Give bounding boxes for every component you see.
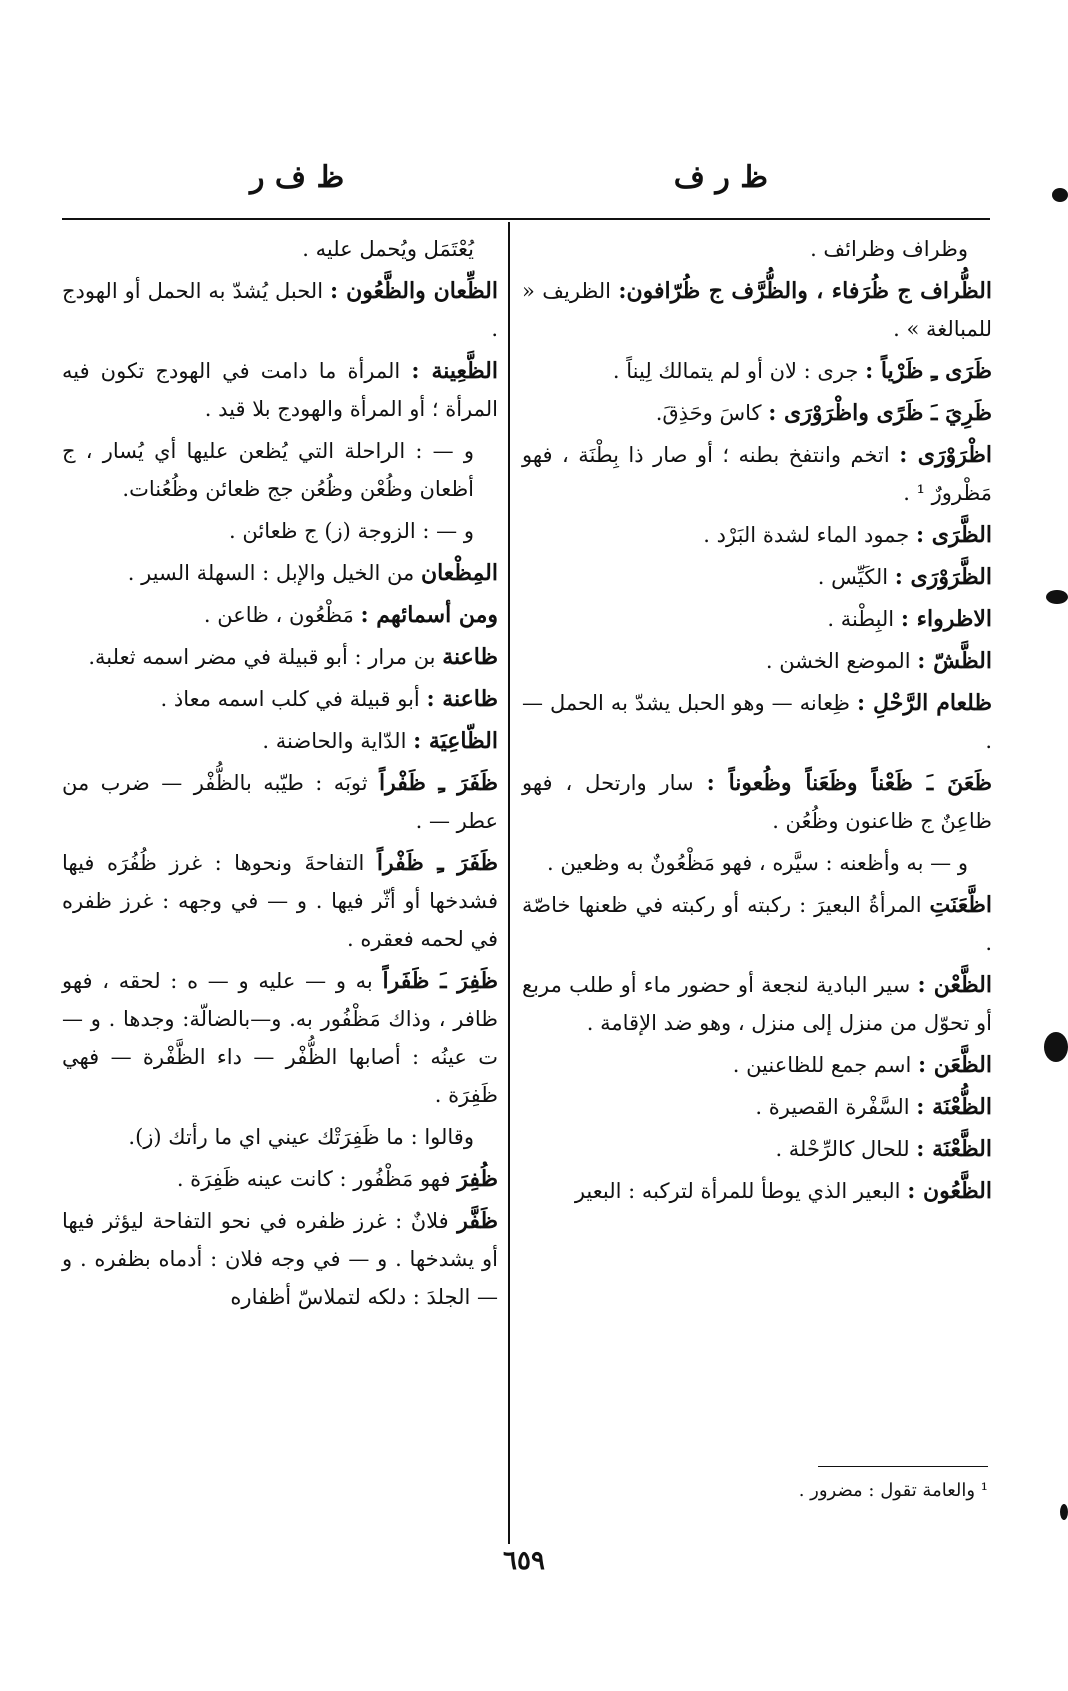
entry-definition: السَّفْرة القصيرة . bbox=[755, 1095, 910, 1119]
entry-headword: ظَفَرَ ـِ ظَفْراً bbox=[379, 770, 498, 796]
dictionary-entry bbox=[522, 684, 992, 760]
dictionary-entry bbox=[522, 1088, 992, 1126]
entry-headword: الظَّعِينة : bbox=[411, 358, 498, 384]
entry-definition: وقالوا : ما ظَفِرَتْك عيني اي ما رأتك (ز). bbox=[128, 1125, 474, 1149]
dictionary-entry bbox=[62, 596, 498, 634]
entry-headword: ظاعنة : bbox=[426, 686, 498, 712]
entry-definition: يُعْتَمَل ويُحمل عليه . bbox=[302, 237, 474, 261]
dictionary-entry bbox=[522, 844, 992, 882]
entry-definition: التفاحةَ ونحوها : غرز ظُفُرَه فيها فشدخها أو أثّر فيها . و — في وجهه : غرز ظفره في لحمه فعقره . bbox=[62, 851, 498, 951]
dictionary-entry bbox=[522, 230, 992, 268]
dictionary-entry bbox=[522, 1130, 992, 1168]
page-number: ٦٥٩ bbox=[503, 1546, 545, 1576]
entry-headword: الظَّعُون : bbox=[907, 1178, 992, 1204]
entry-headword: ظَرَى ـِ ظَرْياً : bbox=[865, 358, 992, 384]
dictionary-entry bbox=[62, 680, 498, 718]
entry-definition: بن مرار : أبو قبيلة في مضر اسمه ثعلبة. bbox=[88, 645, 436, 669]
entry-definition: سير البادية لنجعة أو حضور ماء أو طلب مربع أو تحوّل من منزل إلى منزل ، وهو ضد الإقامة . bbox=[522, 973, 992, 1035]
left-column bbox=[62, 230, 498, 1320]
entry-headword: الظَّرَوْرَى : bbox=[894, 564, 992, 590]
entry-headword: الظُّراف ج ظُرَفاء ، والظُّرَّف ج ظُرّافون: bbox=[618, 278, 992, 304]
entry-headword: ظَفَرَ ـِ ظَفْراً bbox=[376, 850, 498, 876]
entry-definition: الموضع الخشن . bbox=[765, 649, 911, 673]
entry-headword: ظَفِرَ ـَ ظَفَراً bbox=[382, 968, 498, 994]
entry-headword: الظَّرَى : bbox=[915, 522, 992, 548]
entry-definition: وظراف وظرائف . bbox=[810, 237, 968, 261]
dictionary-entry bbox=[62, 1118, 498, 1156]
dictionary-entry bbox=[522, 764, 992, 840]
dictionary-entry bbox=[522, 558, 992, 596]
footnote-rule bbox=[818, 1466, 988, 1467]
entry-definition: اسم جمع للظاعنين . bbox=[732, 1053, 912, 1077]
dictionary-entry bbox=[522, 642, 992, 680]
dictionary-entry bbox=[522, 966, 992, 1042]
margin-ink-mark bbox=[1052, 188, 1068, 202]
entry-definition: الدّاية والحاضنة . bbox=[262, 729, 407, 753]
entry-headword: اظْرَوْرَى : bbox=[899, 442, 992, 468]
entry-definition: فهو مَظْفُور : كانت عينه ظَفِرَة . bbox=[176, 1167, 451, 1191]
dictionary-entry bbox=[522, 1046, 992, 1084]
entry-definition: الكَيِّس . bbox=[817, 565, 889, 589]
dictionary-entry bbox=[522, 352, 992, 390]
dictionary-entry bbox=[62, 764, 498, 840]
right-column bbox=[522, 230, 992, 1214]
entry-definition: مَظْعُون ، ظاعن . bbox=[203, 603, 354, 627]
entry-definition: الظريف « للمبالغة » . bbox=[522, 279, 992, 341]
dictionary-entry bbox=[62, 272, 498, 348]
header-root-right: ظ ر ف bbox=[673, 160, 768, 195]
margin-ink-mark bbox=[1044, 1032, 1068, 1062]
dictionary-entry bbox=[522, 394, 992, 432]
entry-definition: جرى : لان أو لم يتمالك لِيناً . bbox=[612, 359, 859, 383]
entry-definition: جمود الماء لشدة البَرْد . bbox=[703, 523, 910, 547]
entry-headword: الظّاعِيَة : bbox=[413, 728, 498, 754]
entry-headword: المِظْعان bbox=[420, 560, 498, 586]
entry-headword: الاظرواء : bbox=[900, 606, 992, 632]
dictionary-entry bbox=[62, 352, 498, 428]
dictionary-entry bbox=[522, 886, 992, 962]
dictionary-entry bbox=[62, 962, 498, 1114]
margin-ink-mark bbox=[1060, 1504, 1068, 1520]
entry-definition: ظِعانه — وهو الحبل يشدّ به الحمل — . bbox=[522, 691, 992, 753]
dictionary-entry bbox=[62, 1202, 498, 1316]
entry-definition: فلانٌ : غرز ظفره في نحو التفاحة ليؤثر فيها أو يشدخها . و — في وجه فلان : أدماه بظفره . و — الجلدَ : دلكه لتملاسّ أظفاره bbox=[62, 1209, 498, 1309]
entry-headword: ظاعنة bbox=[442, 644, 498, 670]
entry-definition: البعير الذي يوطأ للمرأة لتركبه : البعير bbox=[574, 1179, 901, 1203]
entry-headword: الظَّعَن : bbox=[917, 1052, 992, 1078]
dictionary-entry bbox=[62, 512, 498, 550]
entry-definition: و — : الراحلة التي يُظعن عليها أي يُسار ، ج أظعان وظُعْن وظُعُن جج ظعائن وظُعُنات. bbox=[62, 439, 474, 501]
entry-definition: اتخم وانتفخ بطنه ؛ أو صار ذا بِطْنَة ، فهو مَظْرورٌ ¹ . bbox=[522, 443, 992, 505]
entry-definition: المرأةُ البعيرَ : ركبته أو ركبته في ظعنها خاصّة . bbox=[522, 893, 992, 955]
entry-definition: ثوبَه : طيّبه بالظُّفْر — ضرب من عطر — . bbox=[62, 771, 498, 833]
footnote: ¹ والعامة تقول : مضرور . bbox=[798, 1480, 988, 1501]
entry-headword: اظَّعَنَتِ bbox=[929, 892, 992, 918]
dictionary-entry bbox=[522, 600, 992, 638]
entry-definition: أبو قبيلة في كلب اسمه معاذ . bbox=[160, 687, 420, 711]
entry-definition: من الخيل والإبل : السهلة السير . bbox=[127, 561, 415, 585]
entry-headword: ظَرِيَ ـَ ظَرًى واظْرَوْرَى : bbox=[768, 400, 992, 426]
dictionary-entry bbox=[62, 722, 498, 760]
dictionary-entry bbox=[522, 272, 992, 348]
dictionary-entry bbox=[62, 1160, 498, 1198]
entry-definition: البِطْنة . bbox=[827, 607, 895, 631]
dictionary-entry bbox=[62, 432, 498, 508]
dictionary-entry bbox=[62, 638, 498, 676]
entry-headword: الظِّعان والظَّعُون : bbox=[330, 278, 498, 304]
entry-headword: ظلعام الرَّحْلِ : bbox=[856, 690, 992, 716]
dictionary-entry bbox=[522, 516, 992, 554]
header-rule bbox=[62, 218, 990, 220]
dictionary-entry bbox=[522, 436, 992, 512]
entry-definition: و — به وأظعنه : سيَّره ، فهو مَظْعُونٌ به وظعين . bbox=[547, 851, 968, 875]
margin-ink-mark bbox=[1046, 590, 1068, 604]
entry-definition: المرأة ما دامت في الهودج تكون فيه المرأة ؛ أو المرأة والهودج بلا قيد . bbox=[62, 359, 498, 421]
entry-headword: الظَّشّ : bbox=[917, 648, 992, 674]
entry-definition: به و — عليه و — ه : لحقه ، فهو ظافر ، وذاك مَظْفُور به. و—بالضالّة: وجدها . و — ت عينُه : أصابها الظُّفْر — داء الظَّفْرة — فهي ظَفِرَة . bbox=[62, 969, 498, 1107]
entry-headword: ظُفِرَ bbox=[457, 1166, 498, 1192]
entry-headword: الظَّعْنَة : bbox=[916, 1136, 992, 1162]
entry-definition: كاسَ وحَذِقَ. bbox=[655, 401, 762, 425]
column-divider bbox=[508, 222, 510, 1544]
dictionary-entry bbox=[62, 844, 498, 958]
entry-headword: الظَّعْن : bbox=[917, 972, 992, 998]
entry-definition: سار وارتحل ، فهو ظاعِنٌ ج ظاعنون وظُعُن . bbox=[522, 771, 992, 833]
dictionary-entry bbox=[62, 554, 498, 592]
dictionary-entry bbox=[522, 1172, 992, 1210]
header-root-left: ظ ف ر bbox=[250, 160, 345, 195]
entry-definition: و — : الزوجة (ز) ج ظعائن . bbox=[229, 519, 474, 543]
dictionary-entry bbox=[62, 230, 498, 268]
entry-headword: ظَعَنَ ـَ ظَعْناً وظَعَناً وظُعوناً : bbox=[706, 770, 992, 796]
entry-headword: ومن أسمائهم : bbox=[360, 602, 498, 628]
entry-headword: ظَفَّر bbox=[457, 1208, 498, 1234]
entry-definition: للحال كالرِّحْلة . bbox=[775, 1137, 910, 1161]
entry-definition: الحبل يُشدّ به الحمل أو الهودج . bbox=[62, 279, 498, 341]
entry-headword: الظُّعْنَة : bbox=[916, 1094, 992, 1120]
